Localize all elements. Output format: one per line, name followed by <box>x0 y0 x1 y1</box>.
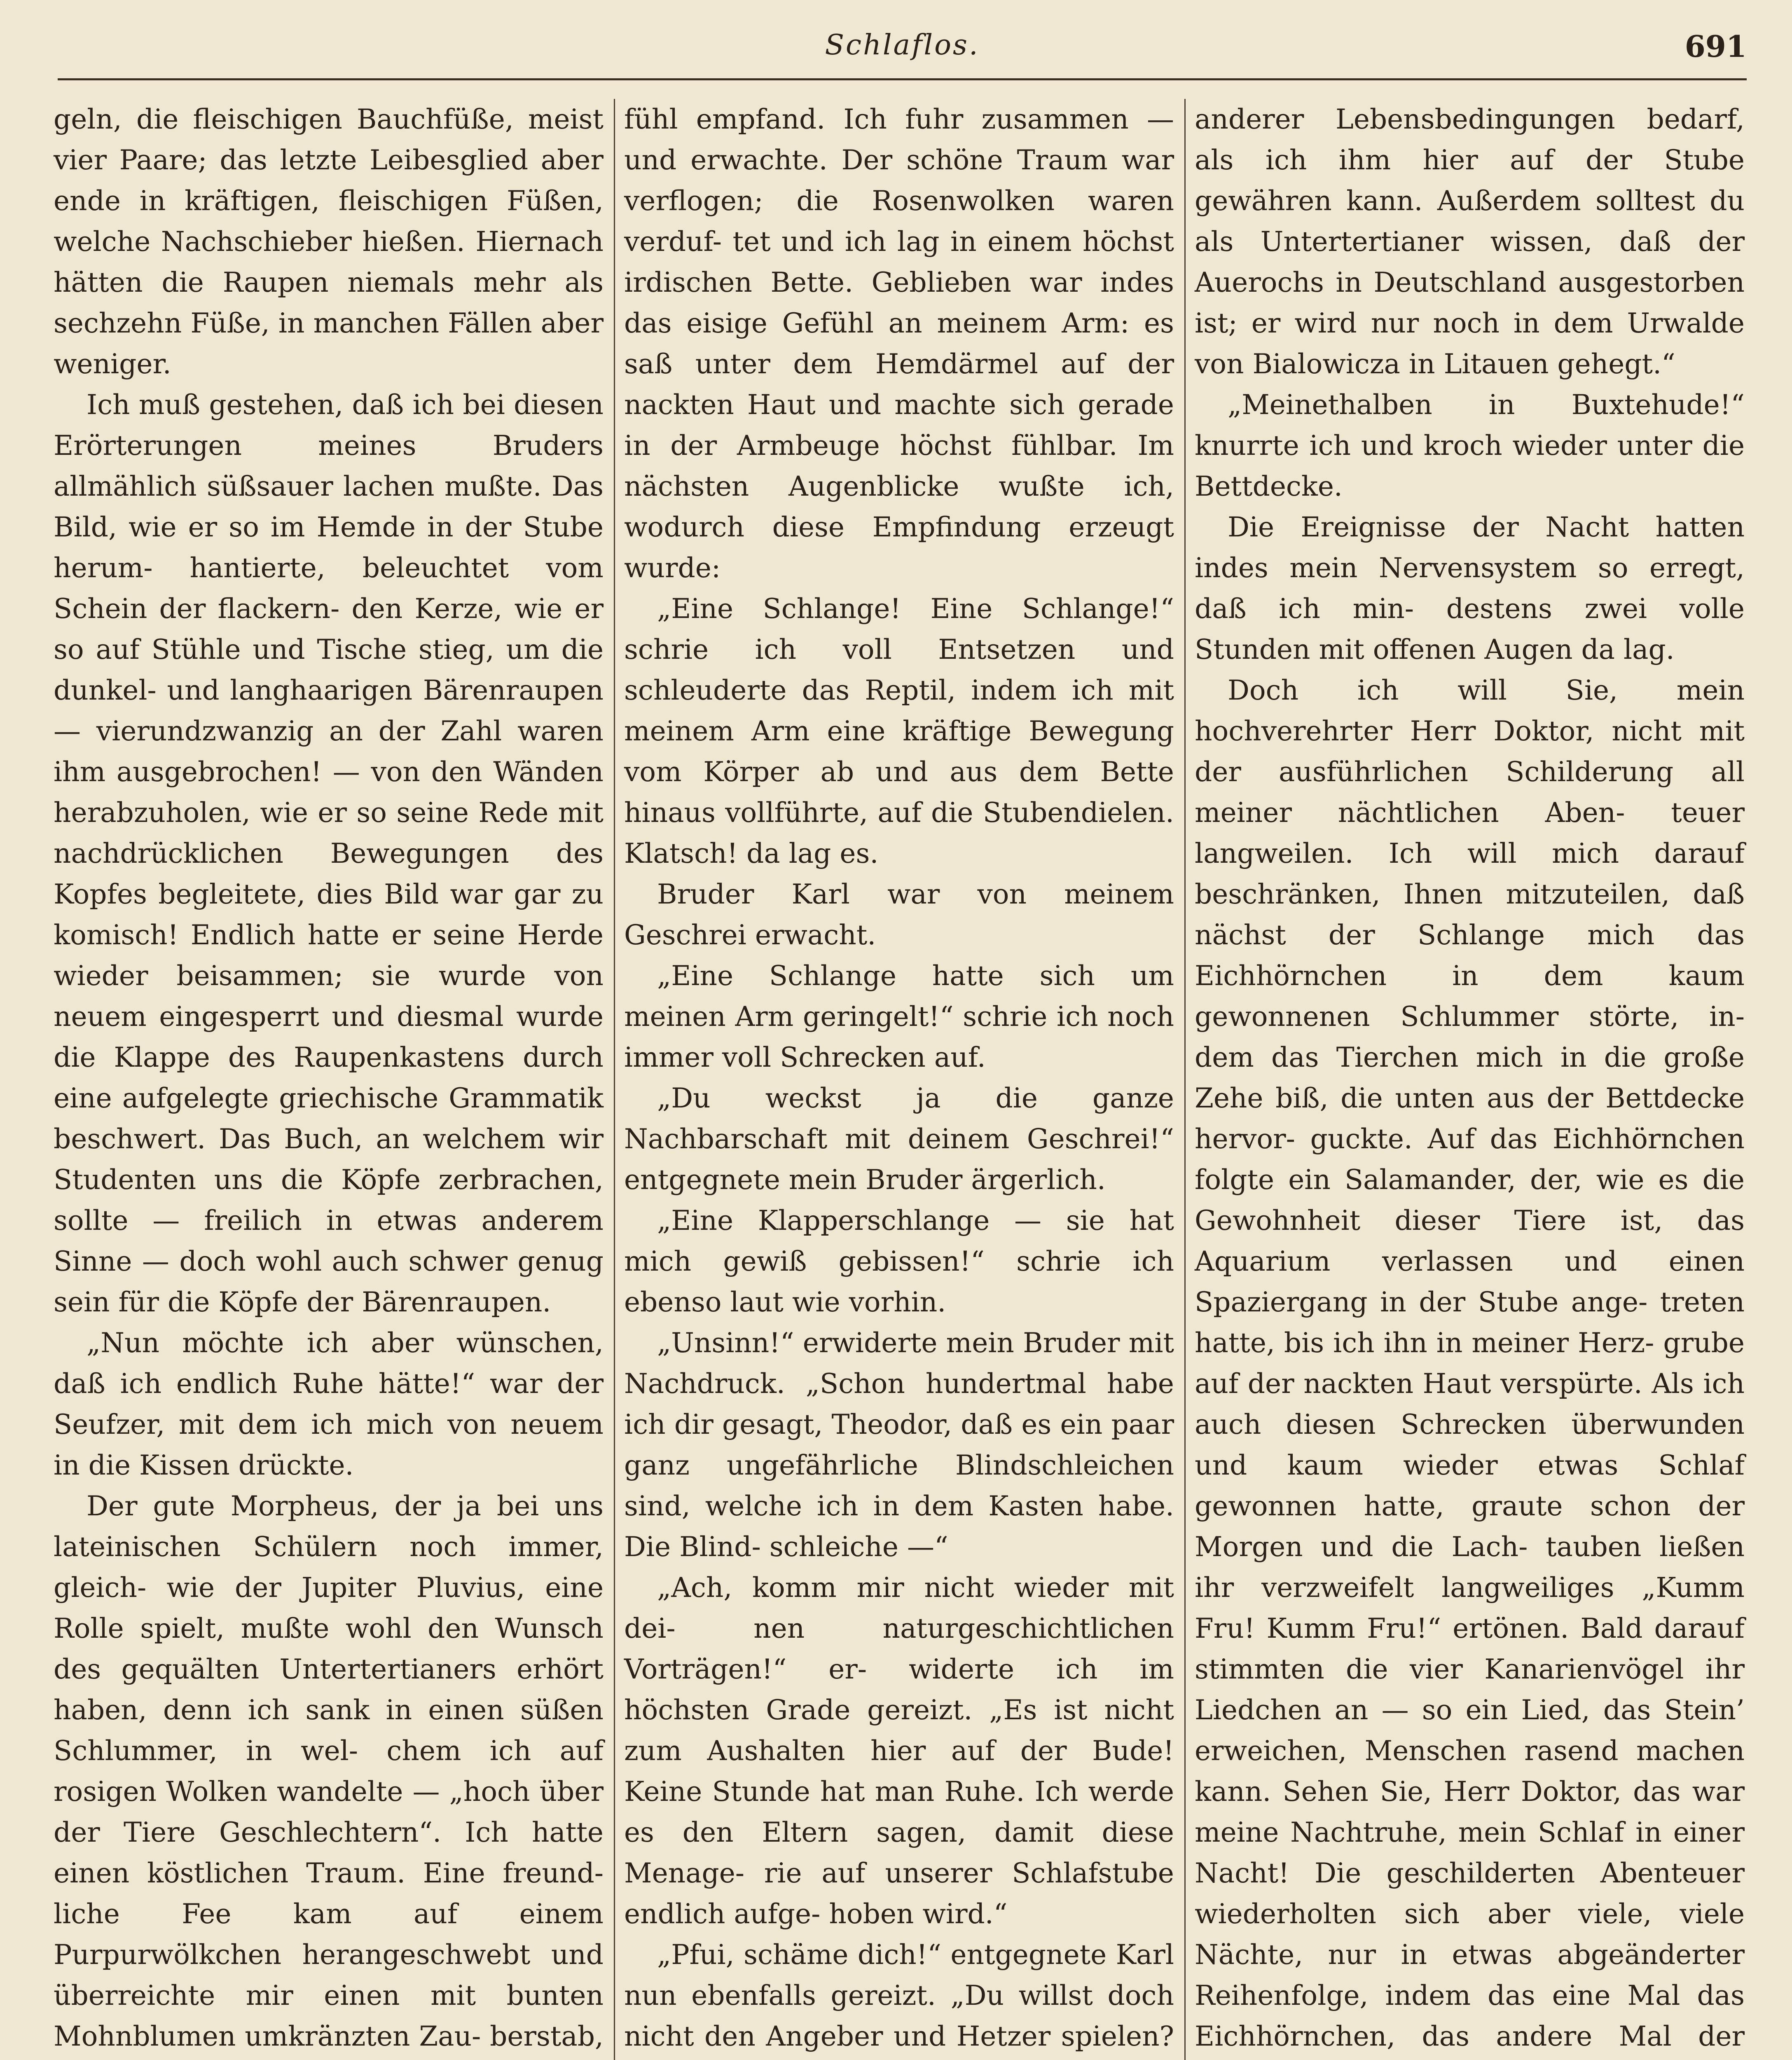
paragraph: anderer Lebensbedingungen bedarf, als ich ihm hier auf der Stube gewähren kann. Außerdem solltest du als Untertertianer wissen, daß der Auerochs in Deutschland ausgestorben ist; er wird nur noch in dem Urwalde von Bialowicza in Litauen gehegt.“ <box>1195 103 1745 380</box>
text-column-1 <box>54 99 604 2060</box>
header-rule <box>58 78 1747 80</box>
paragraph: Der gute Morpheus, der ja bei uns lateinischen Schülern noch immer, gleich- wie der Jupiter Pluvius, eine Rolle spielt, mußte wohl den Wunsch des gequälten Untertertianers erhört haben, denn ich sank in einen süßen Schlummer, in wel- chem ich auf rosigen Wolken wandelte — „hoch über der Tiere Geschlechtern“. Ich hatte einen köstlichen Traum. Eine freund- liche Fee kam auf einem Purpurwölkchen herangeschwebt und überreichte mir einen mit bunten Mohnblumen umkränzten Zau- berstab, <box>54 1490 604 2052</box>
paragraph: „Eine Klapperschlange — sie hat mich gewiß gebissen!“ schrie ich ebenso laut wie vorhin. <box>624 1205 1174 1318</box>
column-divider <box>1184 99 1186 2060</box>
paragraph: „Eine Schlange hatte sich um meinen Arm geringelt!“ schrie ich noch immer voll Schrecken auf. <box>624 960 1174 1073</box>
page-header <box>58 25 1747 70</box>
paragraph: fühl empfand. Ich fuhr zusammen — und erwachte. Der schöne Traum war verflogen; die Rosenwolken waren verduf- tet und ich lag in einem höchst irdischen Bette. Geblieben war indes das eisige Gefühl an meinem Arm: es saß unter dem Hemdärmel auf der nackten Haut und machte sich gerade in der Armbeuge höchst fühlbar. Im nächsten Augenblicke wußte ich, wodurch diese Empfindung erzeugt wurde: <box>624 103 1174 584</box>
paragraph: „Ach, komm mir nicht wieder mit dei- nen naturgeschichtlichen Vorträgen!“ er- widerte ich im höchsten Grade gereizt. „Es ist nicht zum Aushalten hier auf der Bude! Keine Stunde hat man Ruhe. Ich werde es den Eltern sagen, damit diese Menage- rie auf unserer Schlafstube endlich aufge- hoben wird.“ <box>624 1572 1174 1930</box>
text-column-3 <box>1195 99 1745 2060</box>
paragraph: „Du weckst ja die ganze Nachbarschaft mit deinem Geschrei!“ entgegnete mein Bruder ärgerlich. <box>624 1082 1174 1196</box>
paragraph: Bruder Karl war von meinem Geschrei erwacht. <box>624 878 1174 951</box>
paragraph: Ich muß gestehen, daß ich bei diesen Erörterungen meines Bruders allmählich süßsauer lachen mußte. Das Bild, wie er so im Hemde in der Stube herum- hantierte, beleuchtet vom Schein der flackern- den Kerze, wie er so auf Stühle und Tische stieg, um die dunkel- und langhaarigen Bärenraupen — vierundzwanzig an der Zahl waren ihm ausgebrochen! — von den Wänden herabzuholen, wie er so seine Rede mit nachdrücklichen Bewegungen des Kopfes begleitete, dies Bild war gar zu komisch! Endlich hatte er seine Herde wieder beisammen; sie wurde von neuem eingesperrt und diesmal wurde die Klappe des Raupenkastens durch eine aufgelegte griechische Grammatik beschwert. Das Buch, an welchem wir Studenten uns die Köpfe zerbrachen, sollte — freilich in etwas anderem Sinne — doch wohl auch schwer genug sein für die Köpfe der Bärenraupen. <box>54 389 604 1318</box>
paragraph: geln, die fleischigen Bauchfüße, meist vier Paare; das letzte Leibesglied aber ende in kräftigen, fleischigen Füßen, welche Nachschieber hießen. Hiernach hätten die Raupen niemals mehr als sechzehn Füße, in manchen Fällen aber weniger. <box>54 103 604 380</box>
paragraph: „Pfui, schäme dich!“ entgegnete Karl nun ebenfalls gereizt. „Du willst doch nicht den Angeber und Hetzer spielen? <box>624 1939 1174 2052</box>
paragraph: „Eine Schlange! Eine Schlange!“ schrie ich voll Entsetzen und schleuderte das Reptil, indem ich mit meinem Arm eine kräftige Bewegung vom Körper ab und aus dem Bette hinaus vollführte, auf die Stubendielen. Klatsch! da lag es. <box>624 593 1174 869</box>
text-column-2 <box>624 99 1174 2060</box>
paragraph: Doch ich will Sie, mein hochverehrter Herr Doktor, nicht mit der ausführlichen Schilderung all meiner nächtlichen Aben- teuer langweilen. Ich will mich darauf beschränken, Ihnen mitzuteilen, daß nächst der Schlange mich das Eichhörnchen in dem kaum gewonnenen Schlummer störte, in- dem das Tierchen mich in die große Zehe biß, die unten aus der Bettdecke hervor- guckte. Auf das Eichhörnchen folgte ein Salamander, der, wie es die Gewohnheit dieser Tiere ist, das Aquarium verlassen und einen Spaziergang in der Stube ange- treten hatte, bis ich ihn in meiner Herz- grube auf der nackten Haut verspürte. Als ich auch diesen Schrecken überwunden und kaum wieder etwas Schlaf gewonnen hatte, graute schon der Morgen und die Lach- tauben ließen ihr verzweifelt langweiliges „Kumm Fru! Kumm Fru!“ ertönen. Bald darauf stimmten die vier Kanarienvögel ihr Liedchen an — so ein Lied, das Stein’ erweichen, Menschen rasend machen kann. Sehen Sie, Herr Doktor, das war meine Nachtruhe, mein Schlaf in einer Nacht! Die geschilderten Abenteuer wiederholten sich aber viele, viele Nächte, nur in etwas abgeänderter Reihenfolge, indem das eine Mal das Eichhörnchen, das andere Mal der <box>1195 674 1745 2052</box>
column-divider <box>614 99 615 2060</box>
paragraph: „Unsinn!“ erwiderte mein Bruder mit Nachdruck. „Schon hundertmal habe ich dir gesagt, Theodor, daß es ein paar ganz ungefährliche Blindschleichen sind, welche ich in dem Kasten habe. Die Blind- schleiche —“ <box>624 1327 1174 1563</box>
paragraph: „Nun möchte ich aber wünschen, daß ich endlich Ruhe hätte!“ war der Seufzer, mit dem ich mich von neuem in die Kissen drückte. <box>54 1327 604 1481</box>
paragraph: Die Ereignisse der Nacht hatten indes mein Nervensystem so erregt, daß ich min- destens zwei volle Stunden mit offenen Augen da lag. <box>1195 511 1745 665</box>
running-title: Schlaflos. <box>825 29 980 61</box>
paragraph: „Meinethalben in Buxtehude!“ knurrte ich und kroch wieder unter die Bettdecke. <box>1195 389 1745 502</box>
page-number: 691 <box>1684 29 1747 64</box>
